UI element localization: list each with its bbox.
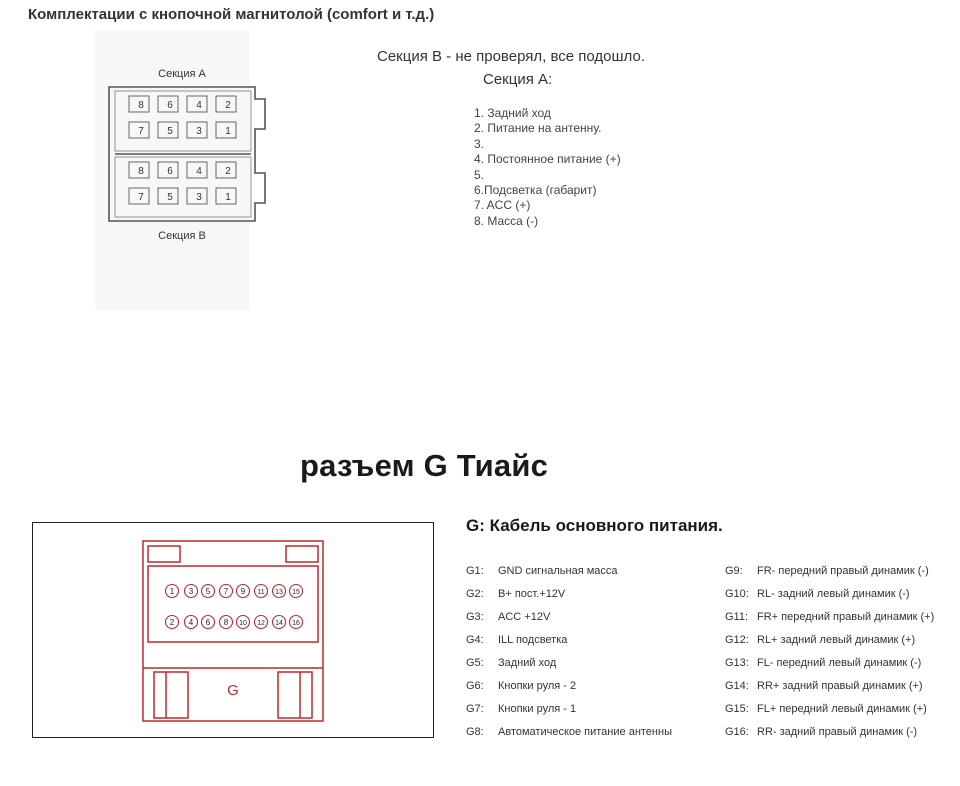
iso-pin — [129, 188, 149, 204]
g-pin-number: 12 — [257, 620, 265, 627]
g-pin-row — [466, 657, 556, 669]
iso-pin-label: 1 — [225, 126, 231, 137]
g-pin-row — [725, 726, 917, 738]
iso-pin — [129, 96, 149, 112]
section-title: разъем G Тиайс — [300, 448, 549, 483]
g-pin-code: G15: — [725, 703, 749, 715]
g-pin-code: G11: — [725, 611, 749, 623]
pin-list-item: 6.Подсветка (габарит) — [474, 183, 597, 198]
pin-list-item: 3. — [474, 136, 485, 151]
g-pin-row — [466, 680, 576, 692]
g-pin-row — [725, 588, 910, 600]
section-a-pin-list — [474, 106, 621, 229]
g-pin-number: 10 — [239, 620, 247, 627]
iso-pin-label: 5 — [167, 192, 173, 203]
g-block-left — [154, 672, 188, 718]
iso-pin — [158, 96, 178, 112]
iso-pin-label: 8 — [138, 166, 144, 177]
pin-list-item: 2. Питание на антенну. — [474, 121, 602, 136]
g-pin-code: G4: — [466, 634, 484, 646]
iso-pin-label: 1 — [225, 192, 231, 203]
iso-pin-label: 7 — [138, 192, 144, 203]
pin-list-item: 4. Постоянное питание (+) — [474, 152, 621, 167]
iso-pin — [158, 122, 178, 138]
page-title: Комплектации с кнопочной магнитолой (comfort и т.д.) — [28, 6, 435, 23]
g-pin-number: 11 — [257, 589, 265, 596]
section-a-heading: Секция А: — [483, 71, 553, 88]
iso-pin-label: 3 — [196, 126, 202, 137]
g-pin-code: G3: — [466, 611, 484, 623]
iso-pin-label: 8 — [138, 100, 144, 111]
g-pin-row — [466, 588, 565, 600]
iso-pin — [129, 122, 149, 138]
g-pin-desc: Задний ход — [498, 657, 557, 669]
g-connector-diagram — [140, 538, 326, 724]
g-pin-code: G14: — [725, 680, 749, 692]
note-text: Секция В - не проверял, все подошло. — [377, 48, 645, 65]
g-pin-desc: RR+ задний правый динамик (+) — [757, 680, 923, 692]
g-pin-number: 5 — [205, 587, 211, 596]
g-pin-code: G2: — [466, 588, 484, 600]
iso-pin — [158, 188, 178, 204]
g-heading: G: Кабель основного питания. — [466, 516, 723, 535]
g-pin-frame — [148, 566, 318, 642]
g-pin-desc: RL- задний левый динамик (-) — [757, 588, 910, 600]
iso-pin-label: 6 — [167, 166, 173, 177]
iso-pin-label: 4 — [196, 100, 202, 111]
iso-pin — [187, 96, 207, 112]
g-latch-right — [286, 546, 318, 562]
g-pin-desc: Кнопки руля - 2 — [498, 680, 577, 692]
g-pin-row — [466, 565, 618, 577]
section-a-label: Секция А — [158, 68, 206, 80]
pin-list-item: 8. Масса (-) — [474, 213, 539, 228]
g-pin-code: G6: — [466, 680, 484, 692]
iso-pin-label: 3 — [196, 192, 202, 203]
g-pin-row — [725, 565, 929, 577]
g-pin-number: 16 — [292, 620, 300, 627]
g-pin-row — [466, 611, 550, 623]
g-pin-code: G12: — [725, 634, 749, 646]
g-pin-desc: B+ пост.+12V — [498, 588, 566, 600]
g-pin-row — [466, 634, 567, 646]
g-block-right — [278, 672, 312, 718]
g-pin-code: G13: — [725, 657, 749, 669]
g-pin-row — [725, 657, 921, 669]
pin-list-item: 7. ACC (+) — [474, 198, 531, 213]
g-pin-desc: ACC +12V — [498, 611, 551, 623]
g-pin-row — [725, 703, 927, 715]
g-pin-desc: FR- передний правый динамик (-) — [757, 565, 929, 577]
iso-pin — [187, 162, 207, 178]
g-pin-row — [466, 703, 576, 715]
iso-pin-label: 2 — [225, 166, 231, 177]
g-pin-code: G16: — [725, 726, 749, 738]
g-latch-left — [148, 546, 180, 562]
iso-pin — [187, 122, 207, 138]
g-pin-number: 1 — [169, 587, 175, 596]
g-pin-code: G7: — [466, 703, 484, 715]
g-pin-number: 6 — [205, 618, 211, 627]
iso-pin — [216, 162, 236, 178]
g-pin-number: 14 — [275, 620, 283, 627]
g-pin-number: 4 — [188, 618, 194, 627]
iso-pin — [216, 188, 236, 204]
g-pin-desc: Кнопки руля - 1 — [498, 703, 577, 715]
iso-pins — [129, 96, 236, 204]
g-pin-number: 9 — [240, 587, 246, 596]
iso-connector-diagram — [95, 55, 275, 250]
section-b-label: Секция В — [158, 230, 206, 242]
g-pin-row — [466, 726, 672, 738]
g-pin-code: G1: — [466, 565, 484, 577]
iso-pin — [216, 122, 236, 138]
g-pin-row — [725, 634, 915, 646]
iso-pin-label: 4 — [196, 166, 202, 177]
iso-pin-label: 7 — [138, 126, 144, 137]
g-pin-desc: Автоматическое питание антенны — [498, 726, 672, 738]
iso-pin — [129, 162, 149, 178]
g-pin-row — [725, 611, 934, 623]
g-pin-desc: RR- задний правый динамик (-) — [757, 726, 918, 738]
g-pin-desc: FL+ передний левый динамик (+) — [757, 703, 927, 715]
g-pin-number: 2 — [169, 618, 175, 627]
g-pin-desc: GND сигнальная масса — [498, 565, 618, 577]
iso-pin — [216, 96, 236, 112]
g-pin-code: G10: — [725, 588, 749, 600]
iso-pin — [187, 188, 207, 204]
g-pin-desc: FR+ передний правый динамик (+) — [757, 611, 935, 623]
g-pin-number: 15 — [292, 589, 300, 596]
g-pin-number: 7 — [223, 587, 229, 596]
g-pin-number: 13 — [275, 589, 283, 596]
g-pin-desc: RL+ задний левый динамик (+) — [757, 634, 916, 646]
pin-list-item: 1. Задний ход — [474, 106, 551, 120]
iso-pin-label: 6 — [167, 100, 173, 111]
g-pins — [166, 585, 303, 629]
g-pin-desc: ILL подсветка — [498, 634, 568, 646]
iso-pin-label: 5 — [167, 126, 173, 137]
g-pin-desc: FL- передний левый динамик (-) — [757, 657, 922, 669]
pin-list-item: 5. — [474, 167, 485, 182]
g-pin-code: G5: — [466, 657, 484, 669]
g-pin-code: G9: — [725, 565, 743, 577]
g-pin-code: G8: — [466, 726, 484, 738]
iso-pin — [158, 162, 178, 178]
g-pin-row — [725, 680, 923, 692]
iso-pin-label: 2 — [225, 100, 231, 111]
g-pin-number: 3 — [188, 587, 194, 596]
g-pin-number: 8 — [223, 618, 229, 627]
g-connector-label: G — [227, 682, 239, 699]
